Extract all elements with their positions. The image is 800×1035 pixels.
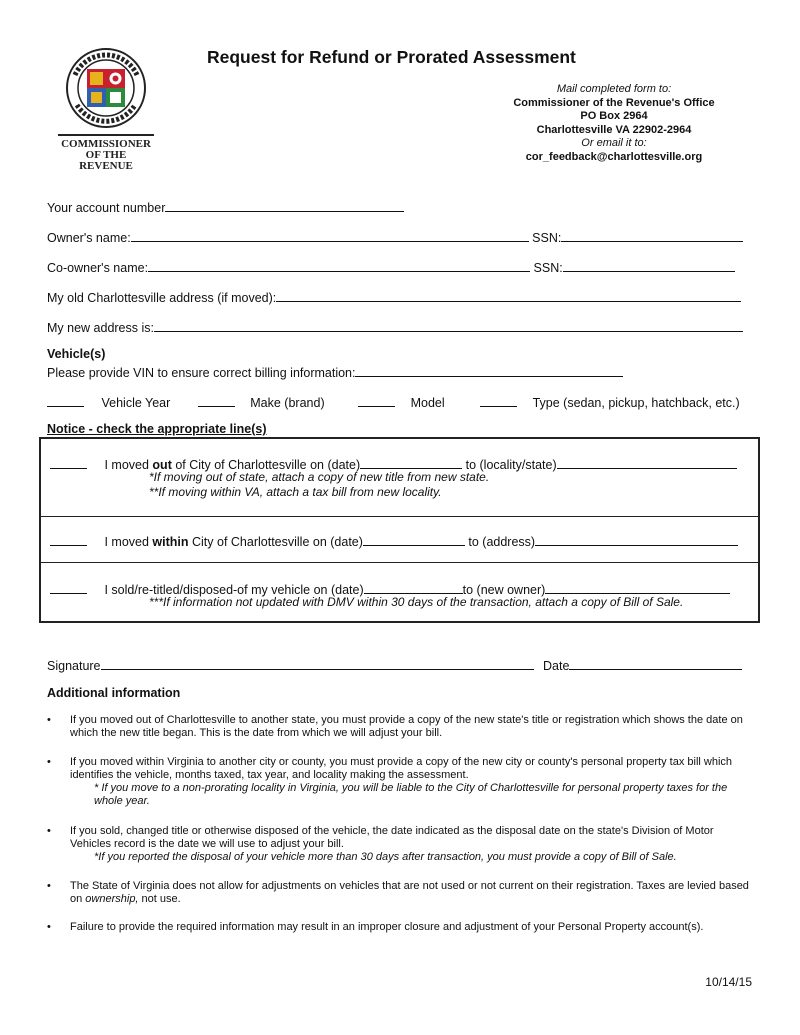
sold-owner-field[interactable] (545, 580, 730, 594)
sold-section (41, 563, 758, 621)
bullet-dot: • (47, 880, 51, 892)
notice-heading: Notice - check the appropriate line(s) (47, 422, 267, 436)
commissioner-logo (52, 45, 160, 172)
moved-out-date-field[interactable] (360, 455, 462, 469)
moved-out-text-2: of City of Charlottesville on (date) (171, 458, 361, 472)
moved-out-text-1: I moved (104, 458, 153, 472)
form-date: 10/14/15 (705, 975, 752, 989)
mail-email[interactable]: cor_feedback@charlottesville.org (525, 150, 703, 163)
date-field[interactable] (569, 656, 742, 670)
mail-intro: Mail completed form to: (556, 83, 672, 95)
city-seal-icon (65, 45, 147, 131)
bullet-2-text: If you moved within Virginia to another city or county, you must provide a copy of the new city or county's personal property tax bill which identifies the vehicle, months taxed, tax year, and locality making the assessment. (70, 756, 733, 781)
vehicle-model-label: Model (410, 396, 445, 410)
moved-out-locality-field[interactable] (557, 455, 737, 469)
coowner-ssn-label: SSN: (533, 261, 563, 275)
bullet-4-text-1: The State of Virginia does not allow for adjustments on vehicles that are not used or not current on their registration. Taxes are levied based on (70, 880, 749, 905)
signature-field[interactable] (101, 656, 534, 670)
bullet-3-text: If you sold, changed title or otherwise disposed of the vehicle, the date indicated as the disposal date on the state's Division of Motor Vehicles record is the date we will use to adjust your bill. (70, 825, 714, 850)
mail-po-box: PO Box 2964 (580, 110, 648, 122)
moved-within-date-field[interactable] (363, 532, 465, 546)
bullet-5-text: Failure to provide the required information may result in an improper closure and adjustment of your Personal Property account(s). (70, 921, 704, 933)
moved-within-line (50, 532, 738, 549)
bullet-4-italic: ownership, (85, 893, 139, 905)
moved-out-section (41, 439, 758, 517)
sold-note: ***If information not updated with DMV within 30 days of the transaction, attach a copy of Bill of Sale. (149, 595, 684, 609)
moved-within-address-field[interactable] (535, 532, 738, 546)
notice-box (39, 437, 760, 623)
bullet-dot: • (47, 714, 51, 726)
bullet-1 (47, 714, 757, 740)
moved-within-to-label: to (address) (464, 535, 536, 549)
bullet-3-note: *If you reported the disposal of your vehicle more than 30 days after transaction, you must provide a copy of Bill of Sale. (94, 851, 677, 863)
vin-field[interactable] (355, 363, 623, 377)
date-label: Date (543, 659, 570, 673)
logo-line-1: COMMISSIONER (61, 138, 151, 150)
owner-ssn-label: SSN: (532, 231, 562, 245)
vin-row (47, 363, 623, 380)
bullet-1-text: If you moved out of Charlottesville to another state, you must provide a copy of the new state's title or registration which shows the date on which the new title began. This is the date from which we will adjust your bill. (70, 714, 743, 739)
moved-out-check[interactable] (50, 455, 87, 469)
old-address-row (47, 288, 741, 305)
vehicle-year-field[interactable] (47, 393, 84, 407)
owner-name-label: Owner's name: (47, 231, 131, 245)
new-address-label: My new address is: (47, 321, 154, 335)
sold-to-label: to (new owner) (462, 583, 546, 597)
logo-line-2: OF THE (85, 149, 127, 161)
moved-out-note-2: **If moving within VA, attach a tax bill from new locality. (149, 485, 442, 499)
moved-within-check[interactable] (50, 532, 87, 546)
page-title: Request for Refund or Prorated Assessment (207, 47, 576, 67)
account-number-field[interactable] (165, 198, 404, 212)
vehicle-heading: Vehicle(s) (47, 347, 106, 361)
vehicle-type-label: Type (sedan, pickup, hatchback, etc.) (532, 396, 740, 410)
bullet-3 (47, 825, 757, 864)
moved-out-note-1: *If moving out of state, attach a copy of new title from new state. (149, 470, 490, 484)
vehicle-make-field[interactable] (198, 393, 235, 407)
moved-out-bold: out (152, 458, 172, 472)
moved-within-text-1: I moved (104, 535, 153, 549)
mail-or-email: Or email it to: (581, 137, 647, 149)
vehicle-type-field[interactable] (480, 393, 517, 407)
moved-within-section (41, 517, 758, 563)
coowner-ssn-field[interactable] (563, 258, 735, 272)
bullet-2-note: * If you move to a non-prorating locality in Virginia, you will be liable to the City of Charlottesville for personal property taxes for the whole year. (94, 782, 728, 807)
coowner-row (47, 258, 735, 275)
vehicle-make-label: Make (brand) (250, 396, 325, 410)
owner-row (47, 228, 743, 245)
sold-date-field[interactable] (364, 580, 463, 594)
moved-within-text-2: City of Charlottesville on (date) (188, 535, 363, 549)
new-address-row (47, 318, 743, 335)
signature-label: Signature (47, 659, 101, 673)
bullet-4-text (70, 880, 757, 906)
bullet-4 (47, 880, 757, 906)
vin-label: Please provide VIN to ensure correct billing information: (47, 366, 356, 380)
account-number-label: Your account number (47, 201, 166, 215)
mailing-info (484, 83, 744, 164)
signature-row (47, 656, 742, 673)
coowner-name-field[interactable] (148, 258, 530, 272)
logo-divider (58, 134, 154, 136)
owner-ssn-field[interactable] (561, 228, 743, 242)
sold-check[interactable] (50, 580, 87, 594)
moved-within-bold: within (152, 535, 189, 549)
additional-heading: Additional information (47, 686, 181, 700)
bullet-4-text-2: not use. (138, 893, 181, 905)
bullet-2 (47, 756, 757, 808)
logo-line-3: REVENUE (79, 160, 133, 172)
bullet-dot: • (47, 825, 51, 837)
bullet-dot: • (47, 921, 51, 933)
mail-office: Commissioner of the Revenue's Office (513, 96, 715, 109)
vehicle-year-label: Vehicle Year (101, 396, 171, 410)
account-number-row (47, 198, 404, 215)
bullet-dot: • (47, 756, 51, 768)
bullet-5 (47, 921, 757, 934)
sold-text: I sold/re-titled/disposed-of my vehicle on (date) (104, 583, 364, 597)
coowner-name-label: Co-owner's name: (47, 261, 149, 275)
mail-city: Charlottesville VA 22902-2964 (536, 123, 692, 136)
vehicle-model-field[interactable] (358, 393, 395, 407)
moved-out-to-label: to (locality/state) (462, 458, 557, 472)
owner-name-field[interactable] (131, 228, 529, 242)
new-address-field[interactable] (154, 318, 743, 332)
vehicle-details-row (47, 393, 740, 410)
old-address-label: My old Charlottesville address (if moved): (47, 291, 277, 305)
old-address-field[interactable] (276, 288, 741, 302)
